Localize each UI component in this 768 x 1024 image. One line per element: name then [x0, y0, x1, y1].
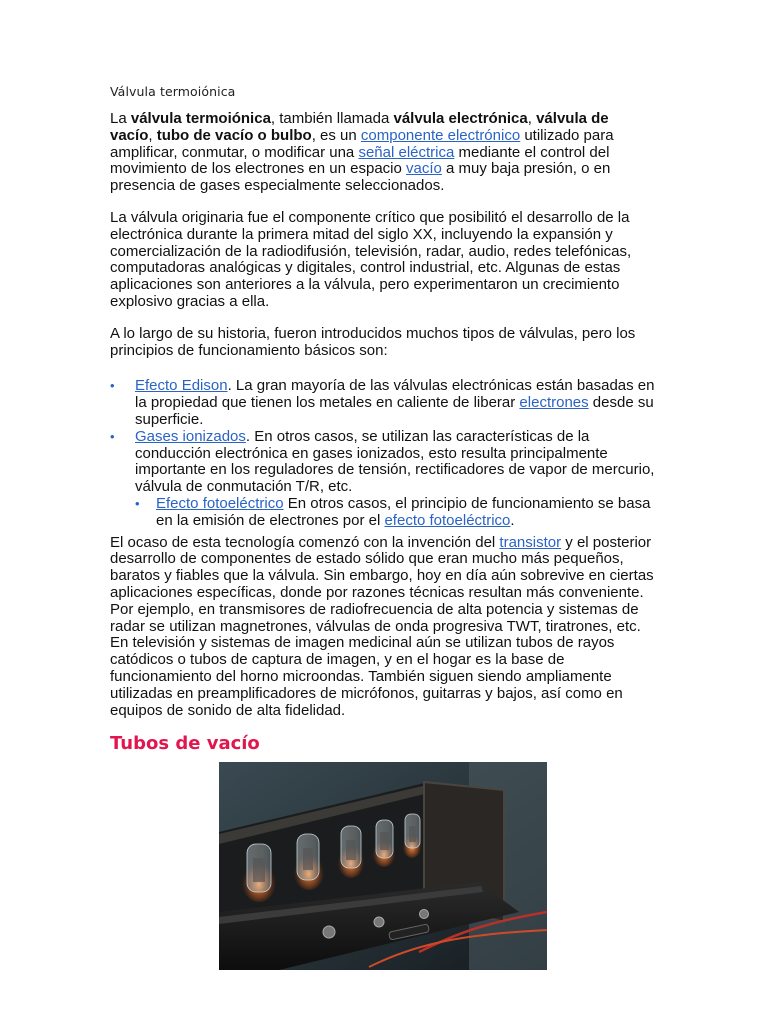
link-electrones[interactable]: electrones	[519, 394, 589, 412]
text-run: ,	[148, 126, 157, 144]
text-run: , también llamada	[270, 110, 394, 127]
text-run: , es un	[311, 126, 361, 144]
text-run: La	[110, 110, 131, 127]
principles-list	[110, 378, 655, 529]
vacuum-tubes-photo	[219, 762, 547, 970]
decline-paragraph	[110, 535, 655, 720]
text-run: . En otros casos, se utilizan las características de la conducción electrónica en gases ionizados, esto resulta principalmente importante en los reguladores de tensión, rectificadores de vapor de mercurio, válvula de conmutación T/R, etc.	[135, 427, 655, 496]
list-item	[135, 378, 655, 428]
text-run: desde su superficie.	[135, 394, 654, 428]
bold-term: válvula termoiónica	[130, 110, 271, 127]
text-run: utilizado para amplificar, conmutar, o modificar una	[110, 126, 614, 161]
section-heading: Tubos de vacío	[110, 733, 260, 755]
text-run: .	[510, 511, 515, 529]
intro-paragraph	[110, 111, 655, 195]
text-run: y el posterior desarrollo de componentes de estado sólido que eran mucho más pequeños, baratos y fiables que la válvula. Sin embargo, hoy en día aún sobrevive en ciertas aplicaciones específicas, donde por razones técnicas resultan más conveniente. Por ejemplo, en transmisores de radiofrecuencia de alta potencia y sistemas de radar se utilizan magnetrones, válvulas de onda progresiva TWT, tiratrones, etc. En televisión y sistemas de imagen medicinal aún se utilizan tubos de rayos catódicos o tubos de captura de imagen, y en el hogar es la base de funcionamiento del horno microondas. También siguen siendo ampliamente utilizadas en preamplificadores de micrófonos, guitarras y bajos, así como en equipos de sonido de alta fidelidad.	[110, 533, 654, 719]
bold-term: tubo de vacío o bulbo	[156, 126, 312, 144]
bold-term: válvula de vacío	[110, 110, 609, 144]
text-run: a muy baja presión, o en presencia de gases especialmente seleccionados.	[110, 160, 611, 195]
link-senal-electrica[interactable]: señal eléctrica	[358, 143, 455, 161]
history-paragraph: La válvula originaria fue el componente crítico que posibilitó el desarrollo de la electrónica durante la primera mitad del siglo XX, incluyendo la expansión y comercialización de la radiodifusión, televisión, radar, audio, redes telefónicas, computadoras analógicas y digitales, control industrial, etc. Algunas de estas aplicaciones son anteriores a la válvula, pero experimentaron un crecimiento explosivo gracias a ella.	[110, 208, 632, 310]
document-body	[110, 84, 655, 760]
list-item	[156, 496, 655, 530]
vacuum-tubes-illustration	[219, 762, 547, 970]
text-run: mediante el control del movimiento de los electrones en un espacio	[110, 143, 610, 178]
link-efecto-fotoelectrico[interactable]: Efecto fotoeléctrico	[156, 494, 284, 512]
sub-list	[135, 496, 655, 530]
bold-term: válvula electrónica	[393, 110, 528, 127]
link-transistor[interactable]: transistor	[499, 533, 562, 551]
text-run: En otros casos, el principio de funcionamiento se basa en la emisión de electrones por el	[156, 494, 651, 529]
link-componente-electronico[interactable]: componente electrónico	[360, 126, 521, 144]
text-run: El ocaso de esta tecnología comenzó con la invención del	[110, 533, 500, 551]
text-run: ,	[527, 110, 537, 127]
principles-paragraph: A lo largo de su historia, fueron introducidos muchos tipos de válvulas, pero los principios de funcionamiento básicos son:	[110, 324, 636, 359]
text-run: . La gran mayoría de las válvulas electrónicas están basadas en la propiedad que tienen los metales en caliente de liberar	[135, 377, 655, 412]
link-efecto-edison[interactable]: Efecto Edison	[135, 377, 228, 395]
link-gases-ionizados[interactable]: Gases ionizados	[135, 427, 246, 445]
link-efecto-fotoelectrico-2[interactable]: efecto fotoeléctrico	[384, 511, 511, 529]
link-vacio[interactable]: vacío	[406, 160, 442, 178]
page-title: Válvula termoiónica	[110, 84, 236, 99]
list-item	[135, 429, 655, 530]
